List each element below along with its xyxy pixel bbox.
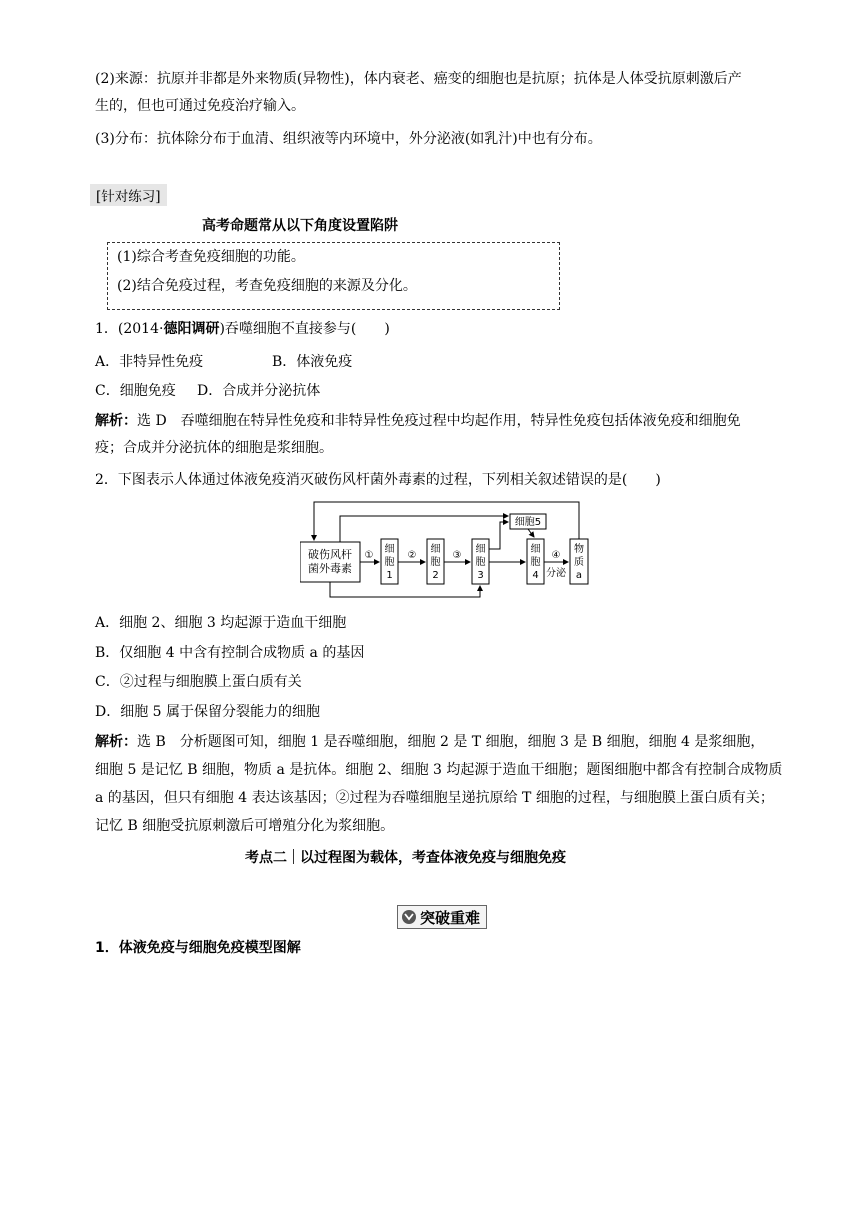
cell4-char2: 胞 — [530, 557, 541, 568]
step-3-label: ③ — [452, 550, 462, 561]
source-paragraph-line1: (2)来源：抗原并非都是外来物质(异物性)，体内衰老、癌变的细胞也是抗原；抗体是人体受抗原刺激后产 — [95, 71, 742, 87]
source-paragraph-line2: 生的，但也可通过免疫治疗输入。 — [95, 98, 305, 114]
tupo-badge — [397, 905, 487, 929]
cell2-char2: 胞 — [430, 557, 441, 568]
practice-tag: [针对练习] — [90, 184, 167, 206]
q1-prefix: 1．(2014· — [95, 321, 164, 337]
q2-option-c: C．②过程与细胞膜上蛋白质有关 — [95, 674, 302, 690]
tupo-label: 突破重难 — [420, 908, 481, 927]
cell3-char1: 细 — [475, 544, 486, 555]
substance-char1: 物 — [574, 544, 584, 555]
cell2-num: 2 — [432, 570, 439, 581]
cell5-label: 细胞5 — [514, 517, 542, 528]
q2-option-d: D．细胞 5 属于保留分裂能力的细胞 — [95, 704, 321, 720]
q1-analysis-line1 — [95, 410, 741, 432]
kaodian-label: 考点二 — [245, 850, 287, 866]
q2-option-a: A．细胞 2、细胞 3 均起源于造血干细胞 — [95, 615, 347, 631]
q1-option-b: B．体液免疫 — [272, 354, 353, 370]
secrete-label: 分泌 — [546, 568, 566, 579]
cell1-num: 1 — [386, 570, 393, 581]
humoral-immunity-diagram — [300, 497, 590, 603]
q2-analysis-line4: 记忆 B 细胞受抗原刺激后可增殖分化为浆细胞。 — [95, 818, 395, 834]
q1-analysis-label: 解析： — [95, 413, 137, 429]
q1-option-d: D．合成并分泌抗体 — [197, 383, 321, 399]
chevron-down-icon — [402, 910, 416, 924]
cell4-char1: 细 — [530, 544, 541, 555]
step-2-label: ② — [407, 550, 417, 561]
q1-option-a: A．非特异性免疫 — [95, 354, 204, 370]
cell3-char2: 胞 — [475, 557, 486, 568]
trap-item-1: (1)综合考查免疫细胞的功能。 — [117, 249, 305, 265]
q1-analysis-line2: 疫；合成并分泌抗体的细胞是浆细胞。 — [95, 440, 333, 456]
kaodian-title: 以过程图为载体，考查体液免疫与细胞免疫 — [300, 850, 566, 866]
cell3-num: 3 — [477, 570, 484, 581]
q1-stem-text: )吞噬细胞不直接参与( ) — [219, 321, 390, 337]
section1-title: 1．体液免疫与细胞免疫模型图解 — [95, 940, 301, 956]
step-4-label: ④ — [551, 550, 561, 561]
substance-char3: a — [575, 570, 583, 581]
q1-source: 德阳调研 — [163, 321, 220, 337]
cell1-char1: 细 — [384, 544, 395, 555]
q2-option-b: B．仅细胞 4 中含有控制合成物质 a 的基因 — [95, 645, 365, 661]
q2-analysis-text1: 选 B 分析题图可知，细胞 1 是吞噬细胞，细胞 2 是 T 细胞，细胞 3 是 B 细胞，细胞 4 是浆细胞， — [137, 734, 765, 750]
step-1-label: ① — [364, 550, 374, 561]
cell2-char1: 细 — [430, 544, 441, 555]
q1-option-c: C．细胞免疫 — [95, 383, 176, 399]
trap-title: 高考命题常从以下角度设置陷阱 — [202, 218, 398, 234]
cell4-num: 4 — [532, 570, 539, 581]
q2-analysis-line3: a 的基因，但只有细胞 4 表达该基因；②过程为吞噬细胞呈递抗原给 T 细胞的过程，与细胞膜上蛋白质有关； — [95, 790, 774, 806]
cell1-char2: 胞 — [384, 557, 395, 568]
substance-char2: 质 — [574, 557, 584, 568]
q2-stem: 2．下图表示人体通过体液免疫消灭破伤风杆菌外毒素的过程，下列相关叙述错误的是( ) — [95, 472, 661, 488]
trap-item-2: (2)结合免疫过程，考查免疫细胞的来源及分化。 — [117, 278, 417, 294]
q2-analysis-line1 — [95, 731, 764, 753]
kaodian-separator — [293, 849, 294, 864]
kaodian-heading — [245, 847, 566, 869]
q1-analysis-text1: 选 D 吞噬细胞在特异性免疫和非特异性免疫过程中均起作用，特异性免疫包括体液免疫和细胞免 — [137, 413, 741, 429]
q2-analysis-line2: 细胞 5 是记忆 B 细胞，物质 a 是抗体。细胞 2、细胞 3 均起源于造血干细胞；题图细胞中都含有控制合成物质 — [95, 762, 783, 778]
distribution-paragraph: (3)分布：抗体除分布于血清、组织液等内环境中，外分泌液(如乳汁)中也有分布。 — [95, 131, 602, 147]
toxin-label-line2: 菌外毒素 — [308, 562, 352, 575]
q1-stem — [95, 318, 390, 340]
toxin-label-line1: 破伤风杆 — [308, 548, 352, 561]
q2-analysis-label: 解析： — [95, 734, 137, 750]
